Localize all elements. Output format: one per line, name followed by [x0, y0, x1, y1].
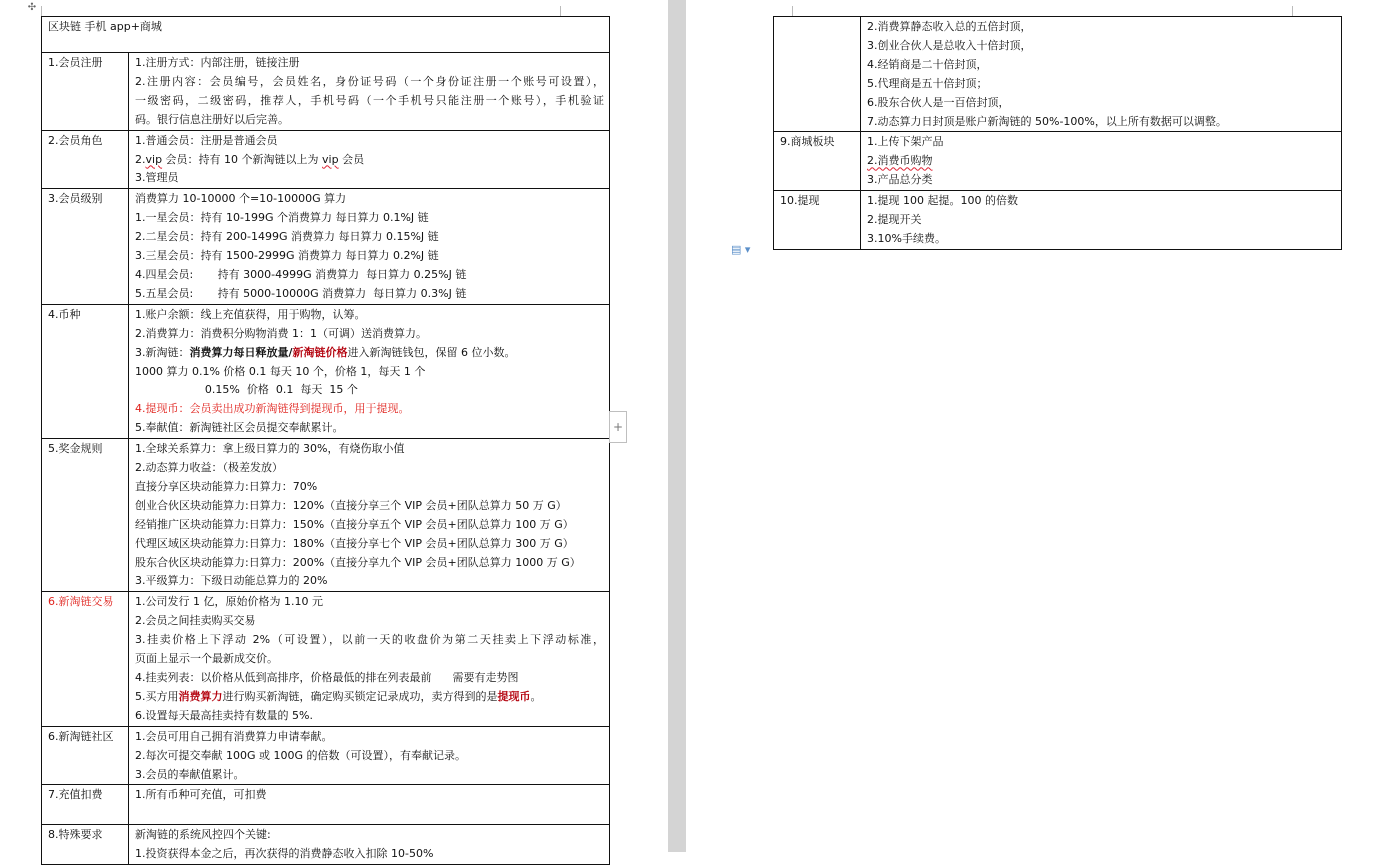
section-label[interactable]: 10.提现: [774, 191, 861, 250]
text-run: 进行购买新淘链，确定购买锁定记录成功，卖方得到的是: [222, 689, 498, 703]
content-line: 1.注册方式：内部注册，链接注册: [135, 56, 300, 69]
section-label[interactable]: 8.特殊要求: [42, 825, 129, 865]
table-move-handle-icon[interactable]: ✣: [27, 2, 37, 13]
section-content[interactable]: [861, 132, 1342, 191]
content-line: 1.所有币种可充值，可扣费: [135, 788, 267, 802]
content-line: 4.挂卖列表：以价格从低到高排序，价格最低的排在列表最前 需要有走势图: [135, 671, 519, 684]
table-row: [42, 189, 610, 304]
content-line: 2.每次可提交奉献 100G 或 100G 的倍数（可设置），有奉献记录。: [135, 748, 467, 762]
highlight-text: 新淘链价格: [292, 345, 348, 359]
table-row: [42, 439, 610, 592]
bold-text: 消费算力每日释放量: [189, 345, 289, 359]
content-line: 2.提现开关: [867, 213, 922, 227]
text-run: 进入新淘链钱包，保留 6 位小数。: [347, 345, 516, 359]
section-content[interactable]: [129, 726, 610, 785]
content-line: [135, 344, 604, 363]
table-row: [774, 132, 1342, 191]
content-line: 股东合伙区块动能算力:日算力：200%（直接分享九个 VIP 会员+团队总算力 1000 万 G）: [135, 555, 581, 569]
content-line: 1.普通会员：注册是普通会员: [135, 133, 278, 147]
content-line: [135, 151, 604, 170]
content-line: 5.奉献值：新淘链社区会员提交奉献累计。: [135, 421, 344, 435]
table-row: [774, 191, 1342, 250]
content-line: [135, 688, 604, 707]
table-row: [42, 130, 610, 189]
content-line: 创业合伙区块动能算力:日算力：120%（直接分享三个 VIP 会员+团队总算力 50 万 G）: [135, 498, 567, 512]
highlight-text: 消费算力: [178, 689, 223, 703]
text-run: 3.新淘链：: [135, 345, 190, 359]
content-line: 3.管理员: [135, 171, 179, 185]
section-label[interactable]: [774, 17, 861, 132]
paste-options-icon[interactable]: ▤ ▾: [731, 243, 751, 256]
section-content[interactable]: [861, 191, 1342, 250]
page-gutter: [668, 0, 686, 852]
content-line: 1000 算力 0.1% 价格 0.1 每天 10 个，价格 1，每天 1 个: [135, 364, 426, 378]
content-line: 4.四星会员: 持有 3000-4999G 消费算力 每日算力 0.25%J 链: [135, 267, 467, 281]
content-line: 1.会员可用自己拥有消费算力申请奉献。: [135, 729, 333, 743]
text-run: 会员: [338, 152, 365, 166]
margin-mark: [560, 6, 561, 16]
content-line: 经销推广区块动能算力:日算力：150%（直接分享五个 VIP 会员+团队总算力 100 万 G）: [135, 517, 574, 531]
table-row: [42, 785, 610, 825]
section-content[interactable]: [129, 189, 610, 304]
content-line: 2.动态算力收益：（极差发放）: [135, 461, 283, 475]
table-row: [774, 17, 1342, 132]
content-line: 7.动态算力日封顶是账户新淘链的 50%-100%，以上所有数据可以调整。: [867, 114, 1227, 128]
content-line: 2.二星会员：持有 200-1499G 消费算力 每日算力 0.15%J 链: [135, 230, 439, 244]
content-line: 2.注册内容：会员编号，会员姓名，身份证号码（一个身份证注册一个账号可设置），: [135, 74, 605, 88]
highlight-text: 提现币: [497, 689, 531, 703]
section-content[interactable]: [129, 825, 610, 865]
content-line: 6.设置每天最高挂卖持有数量的 5%.: [135, 708, 313, 722]
section-label[interactable]: 3.会员级别: [42, 189, 129, 304]
content-line: 3.产品总分类: [867, 173, 933, 187]
requirements-table: [41, 16, 610, 865]
text-run: 会员：持有 10 个新淘链以上为: [162, 152, 323, 166]
section-content[interactable]: [129, 53, 610, 131]
section-label[interactable]: 7.充值扣费: [42, 785, 129, 825]
content-line: 4.提现币：会员卖出成功新淘链得到提现币，用于提现。: [135, 402, 410, 416]
content-line: 1.账户余额：线上充值获得，用于购物，认筹。: [135, 307, 366, 321]
margin-mark: [792, 6, 793, 16]
content-line: 1.提现 100 起提。100 的倍数: [867, 194, 1018, 208]
table-row: [42, 726, 610, 785]
content-line: 代理区域区块动能算力:日算力：180%（直接分享七个 VIP 会员+团队总算力 300 万 G）: [135, 536, 574, 550]
section-content[interactable]: [129, 439, 610, 592]
section-label[interactable]: 4.币种: [42, 304, 129, 438]
content-line: 3.会员的奉献值累计。: [135, 767, 245, 781]
content-line: 3.创业合伙人是总收入十倍封顶，: [867, 38, 1032, 52]
spellcheck-word: vip: [145, 152, 163, 166]
content-line: 5.代理商是五十倍封顶；: [867, 76, 988, 90]
spellcheck-word: vip: [322, 152, 339, 166]
text-run: 。: [530, 689, 542, 703]
table-row: [42, 17, 610, 53]
content-line: 一级密码，二级密码，推荐人，手机号码（一个手机号只能注册一个账号），手机验证: [135, 93, 605, 107]
content-line: 2.消费算静态收入总的五倍封顶，: [867, 20, 1032, 33]
section-content[interactable]: [129, 304, 610, 438]
content-line: 4.经销商是二十倍封顶，: [867, 57, 988, 71]
content-line: 3.10%手续费。: [867, 231, 946, 245]
spellcheck-word: 2.消费币购物: [867, 154, 933, 168]
content-line: 1.全球关系算力：拿上级日算力的 30%，有烧伤取小值: [135, 442, 405, 456]
content-line: 1.投资获得本金之后，再次获得的消费静态收入扣除 10-50%: [135, 847, 434, 861]
text-run: 2.: [135, 152, 146, 166]
content-line: 1.一星会员：持有 10-199G 个消费算力 每日算力 0.1%J 链: [135, 211, 429, 225]
content-line: 直接分享区块动能算力:日算力：70%: [135, 479, 318, 493]
table-row: [42, 53, 610, 131]
section-label[interactable]: 9.商城板块: [774, 132, 861, 191]
section-label[interactable]: 2.会员角色: [42, 130, 129, 189]
add-column-button[interactable]: +: [609, 411, 627, 443]
content-line: 3.三星会员：持有 1500-2999G 消费算力 每日算力 0.2%J 链: [135, 249, 439, 263]
section-label[interactable]: 1.会员注册: [42, 53, 129, 131]
table-row: [42, 592, 610, 726]
margin-mark: [41, 6, 42, 16]
section-label[interactable]: 6.新淘链交易: [42, 592, 129, 726]
section-label[interactable]: 5.奖金规则: [42, 439, 129, 592]
content-line: 2.消费算力：消费积分购物消费 1：1（可调）送消费算力。: [135, 326, 427, 340]
content-line: 码。银行信息注册好以后完善。: [135, 112, 289, 126]
content-line: 页面上显示一个最新成交价。: [135, 652, 278, 666]
document-title-cell[interactable]: [42, 17, 610, 53]
content-line: 0.15% 价格 0.1 每天 15 个: [135, 383, 358, 397]
section-content[interactable]: [129, 592, 610, 726]
content-line: 新淘链的系统风控四个关键:: [135, 828, 271, 842]
content-line: 1.上传下架产品: [867, 135, 944, 149]
content-line: 1.公司发行 1 亿，原始价格为 1.10 元: [135, 595, 323, 609]
content-line: 6.股东合伙人是一百倍封顶，: [867, 95, 1010, 109]
margin-mark: [1292, 6, 1293, 16]
document-title: 区块链 手机 app+商城: [48, 20, 162, 33]
content-line: 5.五星会员: 持有 5000-10000G 消费算力 每日算力 0.3%J 链: [135, 286, 467, 300]
content-line: 2.会员之间挂卖购买交易: [135, 614, 256, 628]
section-content[interactable]: [129, 130, 610, 189]
content-line: [867, 152, 1336, 171]
section-content[interactable]: [129, 785, 610, 825]
table-row: [42, 825, 610, 865]
requirements-table-continued: [773, 16, 1342, 250]
content-line: 3.挂卖价格上下浮动 2%（可设置），以前一天的收盘价为第二天挂卖上下浮动标准，: [135, 633, 605, 647]
bold-text: /: [288, 345, 293, 359]
table-row: [42, 304, 610, 438]
section-label[interactable]: 6.新淘链社区: [42, 726, 129, 785]
empty-line: [135, 805, 604, 824]
text-run: 5.买方用: [135, 689, 179, 703]
section-content[interactable]: [861, 17, 1342, 132]
content-line: 3.平级算力：下级日动能总算力的 20%: [135, 574, 328, 588]
content-line: 消费算力 10-10000 个=10-10000G 算力: [135, 192, 347, 206]
